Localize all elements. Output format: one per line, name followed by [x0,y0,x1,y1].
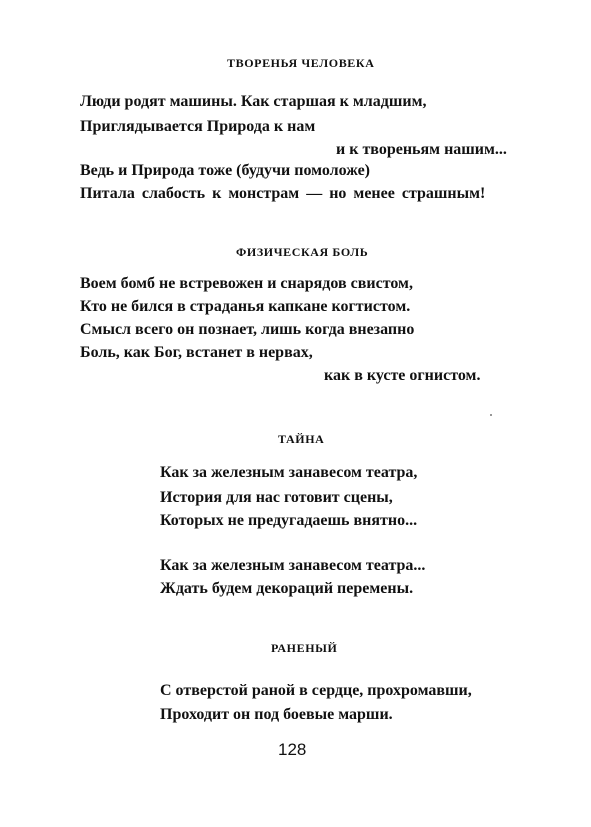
poem-line: Боль, как Бог, встанет в нервах, [80,344,313,361]
poem-line: Кто не бился в страданья капкане когтистом. [80,298,411,315]
poem-title: ФИЗИЧЕСКАЯ БОЛЬ [236,245,369,259]
poem-line: Проходит он под боевые марши. [160,706,393,723]
poem-title: ТВОРЕНЬЯ ЧЕЛОВЕКА [227,56,375,70]
poem-line: Воем бомб не встревожен и снарядов свистом, [80,275,413,292]
poem-title: РАНЕНЫЙ [271,641,338,655]
page-number: 128 [278,740,307,759]
poem-line: как в кусте огнистом. [324,367,481,384]
poem-line: Ждать будем декораций перемены. [160,580,414,597]
poem-line: Люди родят машины. Как старшая к младшим, [80,93,427,110]
poem-line: Которых не предугадаешь внятно... [160,512,418,529]
poem-line: История для нас готовит сцены, [160,489,393,506]
poem-line: и к твореньям нашим... [336,141,507,158]
poem-line: Ведь и Природа тоже (будучи помоложе) [80,162,371,179]
poem-line: Как за железным занавесом театра, [160,464,418,481]
poem-line: Как за железным занавесом театра... [160,557,426,574]
poem-line: Приглядывается Природа к нам [80,118,316,135]
print-speck [490,414,492,416]
poem-title: ТАЙНА [278,432,325,446]
poem-line: Питала слабость к монстрам — но менее страшным! [80,185,486,202]
poem-line: Смысл всего он познает, лишь когда внезапно [80,321,415,338]
poem-line: С отверстой раной в сердце, прохромавши, [160,682,472,699]
